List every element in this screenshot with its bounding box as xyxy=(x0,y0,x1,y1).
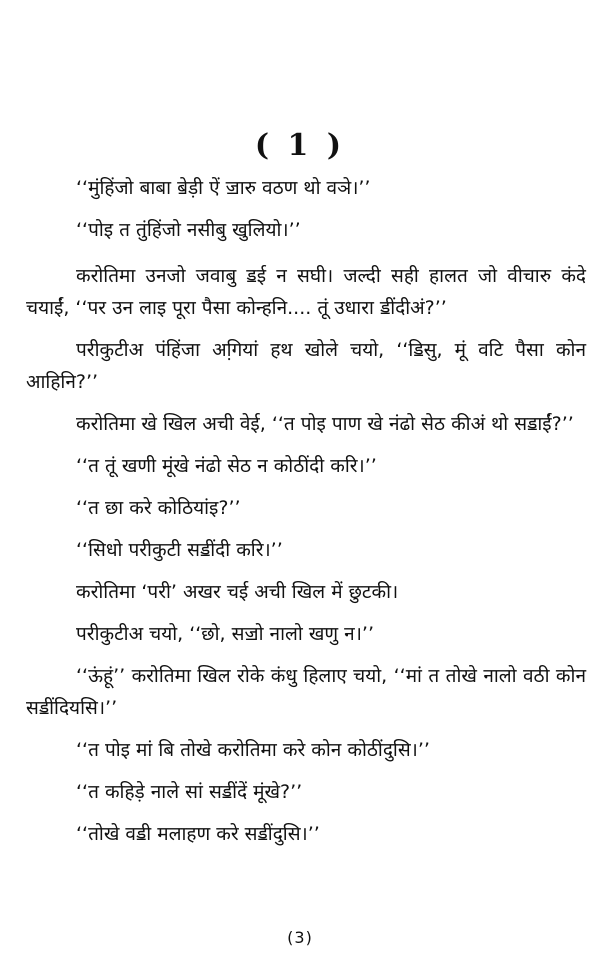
paragraph: ‘‘त तूं खणी मूंखे नंढो सेठ न कोठींदी करि।’’ xyxy=(76,455,377,477)
paragraph: ‘‘त पोइ मां बि तोखे करोतिमा करे कोन कोठींदुसि।’’ xyxy=(76,739,430,761)
paragraph: ‘‘तोखे वॾी मलाहण करे सॾींदुसि।’’ xyxy=(76,823,320,845)
paragraph: ‘‘सिधो परीकुटी सॾींदी करि।’’ xyxy=(76,539,283,561)
paragraph: ‘‘ऊंहूं’’ करोतिमा खिल रोके कंधु हिलाए चयो, ‘‘मां त तोखे नालो वठी कोन सॾींदियसि।’’ xyxy=(26,665,586,719)
paragraph: करोतिमा खे खिल अची वेई, ‘‘त पोइ पाण खे नंढो सेठ कीअं थो सॾाईं?’’ xyxy=(76,413,574,435)
paragraph: ‘‘मुंहिंजो बाबा ॿेड़ी ऐं ॼारु वठण थो वञे।’’ xyxy=(76,177,371,199)
paragraph: करोतिमा उनजो जवाबु ॾई न सघी। जल्दी सही हालत जो वीचारु कंदे चयाईं, ‘‘पर उन लाइ पूरा पैसा कोन्हनि.... तूं उधारा ॾींदीअं?’’ xyxy=(26,265,586,319)
paragraph: परीकुटीअ चयो, ‘‘छो, सॼो नालो खणु न।’’ xyxy=(76,623,374,645)
paragraph: ‘‘त छा करे कोठियांइ?’’ xyxy=(76,497,241,519)
paragraph: ‘‘त कहिड़े नाले सां सॾींदें मूंखे?’’ xyxy=(76,781,303,803)
body-text xyxy=(26,172,586,850)
paragraph: परीकुटीअ पंहिंजा अगि़यां हथ खोले चयो, ‘‘ॾिसु, मूं वटि पैसा कोन आहिनि?’’ xyxy=(26,339,586,393)
chapter-number: ( 1 ) xyxy=(254,128,346,163)
paragraph: ‘‘पोइ त तुंहिंजो नसीबु खुलियो।’’ xyxy=(76,219,301,241)
paragraph: करोतिमा ‘परी’ अखर चई अची खिल में छुटकी। xyxy=(76,581,399,603)
page-number: (3) xyxy=(287,928,313,947)
